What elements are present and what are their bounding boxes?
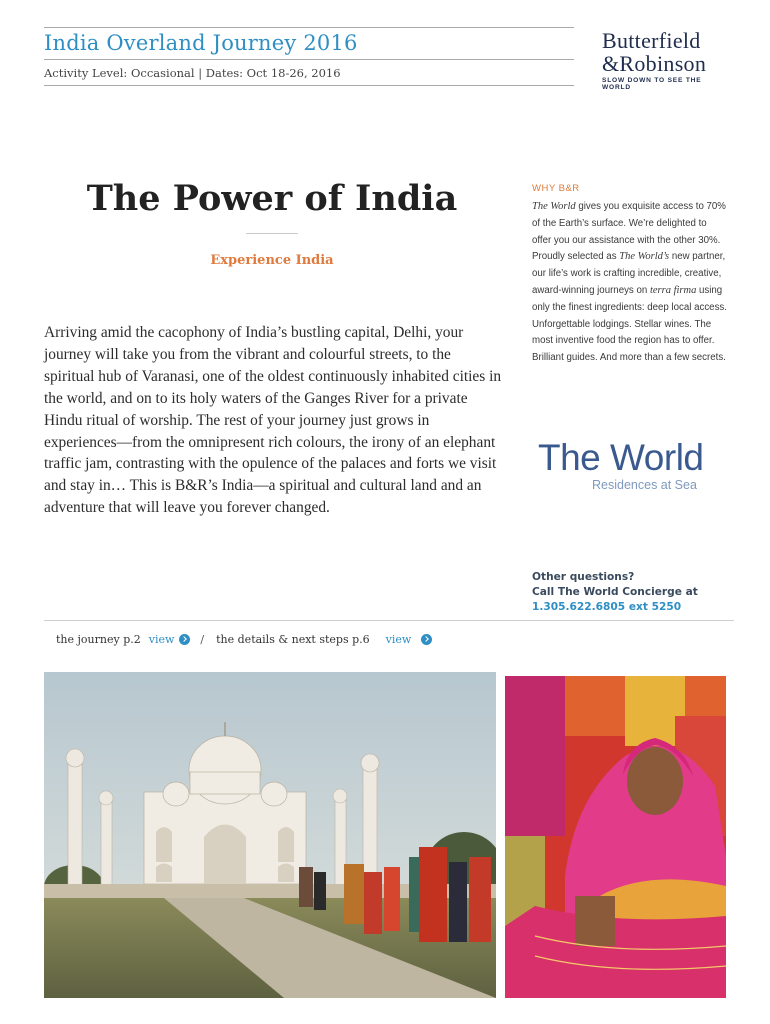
brand-name-line2: &Robinson [602,51,707,76]
header-mid-rule [44,59,574,60]
section-subhead: Experience India [210,253,334,268]
contact-phone-link[interactable]: 1.305.622.6805 ext 5250 [532,601,682,613]
title-divider [246,233,298,234]
nav-divider [44,620,734,621]
nav-separator: / [200,633,205,646]
intro-paragraph: Arriving amid the cacophony of India’s bustling capital, Delhi, your journey will take you from the vibrant and colourful streets, to the spiritual hub of Varanasi, one of the oldest continuously inhabited cities in the world, and on to its holy waters of the Ganges River for a private Hindu ritual of worship. The rest of your journey just grows in experiences—from the omnipresent rich colours, the irony of an elephant traffic jam, contrasting with the opulence of the palaces and forts we visit and stay in… This is B&R’s India—a spiritual and cultural land and an adventure that will leave you forever changed. [44,324,502,517]
why-text-c: using only the finest ingredients: deep local access. Unforgettable lodgings. Stellar wines. The most inventive food the region has to offer. Brilliant guides. And more than a few secrets. [532,284,727,364]
why-text-b: new partner, our life’s work is crafting incredible, creative, award-winning journeys on [532,251,726,296]
contact-call: Call The World Concierge at [532,586,698,598]
brand-name-line1: Butterfield [602,28,701,53]
taj-mahal-photo [44,672,496,998]
nav-details-view-link[interactable]: view [385,633,412,646]
emphasis-the-world: The World [532,201,576,212]
header-bottom-rule [44,85,574,86]
why-text-a: gives you exquisite access to 70% of the Earth’s surface. We’re delighted to offer you our assistance with the other 30%. Proudly selected as [532,201,726,263]
page-nav [56,633,432,646]
why-label: WHY B&R [532,183,580,194]
why-paragraph [532,199,728,367]
the-world-logo-subtitle: Residences at Sea [592,478,697,492]
the-world-logo [532,438,712,504]
nav-journey-label: the journey p.2 [56,633,141,646]
brand-tagline: SLOW DOWN TO SEE THE WORLD [602,77,702,91]
indian-woman-portrait-photo [505,676,726,998]
nav-journey-view-link[interactable]: view [148,633,175,646]
trip-title: India Overland Journey 2016 [44,31,358,55]
brand-logo [602,29,732,91]
trip-details: Activity Level: Occasional | Dates: Oct 18-26, 2016 [44,66,341,80]
nav-details-label: the details & next steps p.6 [216,633,370,646]
contact-question: Other questions? [532,571,635,583]
page-title: The Power of India [86,178,458,219]
contact-block [532,570,732,615]
emphasis-the-worlds: The World’s [619,251,670,263]
chevron-right-icon[interactable] [421,634,432,645]
the-world-logo-title: The World [538,437,704,478]
chevron-right-icon[interactable] [179,634,190,645]
emphasis-terra-firma: terra firma [649,284,697,296]
header-top-rule [44,27,574,28]
